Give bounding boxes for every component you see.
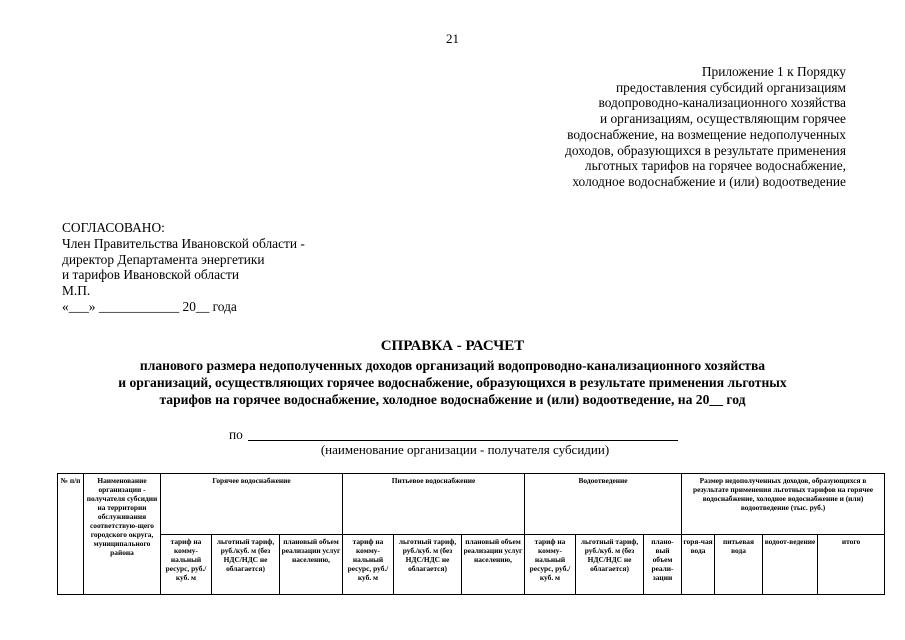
- subtitle-line: тарифов на горячее водоснабжение, холодное водоснабжение и (или) водоотведение, на 20__ год: [159, 391, 746, 407]
- hot-planned-volume-header: плановый объем реализации услуг населению,: [280, 535, 343, 595]
- appendix-line: водопроводно-канализационного хозяйства: [598, 95, 846, 111]
- appendix-note: [565, 64, 846, 190]
- approval-line: и тарифов Ивановской области: [62, 267, 239, 283]
- approval-line: Член Правительства Ивановской области -: [62, 235, 305, 251]
- recipient-prefix: по: [229, 427, 243, 442]
- subtitle-line: планового размера недополученных доходов организаций водопроводно-канализационного хозяйства: [139, 358, 766, 373]
- calculation-table: [57, 473, 885, 595]
- document-title: СПРАВКА - РАСЧЕТ: [380, 338, 525, 354]
- drink-tariff-header: тариф на комму-нальный ресурс, руб./куб. м: [343, 535, 394, 595]
- loss-drinking-water-header: питьевая вода: [715, 535, 763, 595]
- group-sewerage-header: Водоотведение: [525, 474, 682, 535]
- stamp-placeholder: М.П.: [62, 283, 91, 299]
- drink-planned-volume-header: плановый объем реализации услуг населению,: [462, 535, 525, 595]
- appendix-line: и организациям, осуществляющим горячее: [599, 111, 846, 127]
- appendix-line: предоставления субсидий организациям: [615, 79, 846, 95]
- appendix-line: водоснабжение, на возмещение недополученных: [567, 126, 846, 142]
- document-subtitle: [0, 358, 905, 408]
- hot-tariff-header: тариф на комму-нальный ресурс, руб./куб. м: [161, 535, 212, 595]
- subtitle-line: и организаций, осуществляющих горячее водоснабжение, образующихся в результате применения льготных: [118, 374, 787, 390]
- sewer-preferential-tariff-header: льготный тариф, руб./куб. м (без НДС/НДС не облагается): [576, 535, 644, 595]
- sewer-planned-volume-header: плано-вый объем реали-зации: [644, 535, 682, 595]
- group-drinking-water-header: Питьевое водоснабжение: [343, 474, 525, 535]
- loss-hot-water-header: горя-чая вода: [682, 535, 715, 595]
- appendix-line: Приложение 1 к Порядку: [701, 64, 846, 79]
- group-hot-water-header: Горячее водоснабжение: [161, 474, 343, 535]
- appendix-line: холодное водоснабжение и (или) водоотведение: [572, 173, 846, 189]
- table-header-row: [58, 474, 885, 535]
- group-lost-income-header: Размер недополученных доходов, образующихся в результате применения льготных тарифов на горячее водоснабжение, холодное водоснабжение и (или) водоотведение (тыс. руб.): [682, 474, 885, 535]
- drink-preferential-tariff-header: льготный тариф, руб./куб. м (без НДС/НДС не облагается): [394, 535, 462, 595]
- loss-sewerage-header: водоот-ведение: [763, 535, 818, 595]
- recipient-blank-line: [248, 440, 678, 441]
- recipient-caption: (наименование организации - получателя субсидии): [320, 442, 610, 457]
- loss-total-header: итого: [818, 535, 885, 595]
- approval-line: директор Департамента энергетики: [62, 251, 265, 267]
- sewer-tariff-header: тариф на комму-нальный ресурс, руб./куб. м: [525, 535, 576, 595]
- hot-preferential-tariff-header: льготный тариф, руб./куб. м (без НДС/НДС не облагается): [212, 535, 280, 595]
- col-organization-header: Наименование организации - получателя субсидии на территории обслуживания соответствую-щего городского округа, муниципального района: [84, 474, 161, 595]
- table-subheader-row: [58, 535, 885, 595]
- appendix-line: доходов, образующихся в результате применения: [565, 142, 846, 158]
- approval-block: [62, 220, 305, 315]
- appendix-line: льготных тарифов на горячее водоснабжение,: [584, 158, 846, 174]
- approval-heading: СОГЛАСОВАНО:: [62, 220, 165, 235]
- col-number-header: № п/п: [58, 474, 84, 595]
- approval-date-line: «___» ____________ 20__ года: [62, 298, 237, 314]
- page-number: 21: [446, 31, 459, 46]
